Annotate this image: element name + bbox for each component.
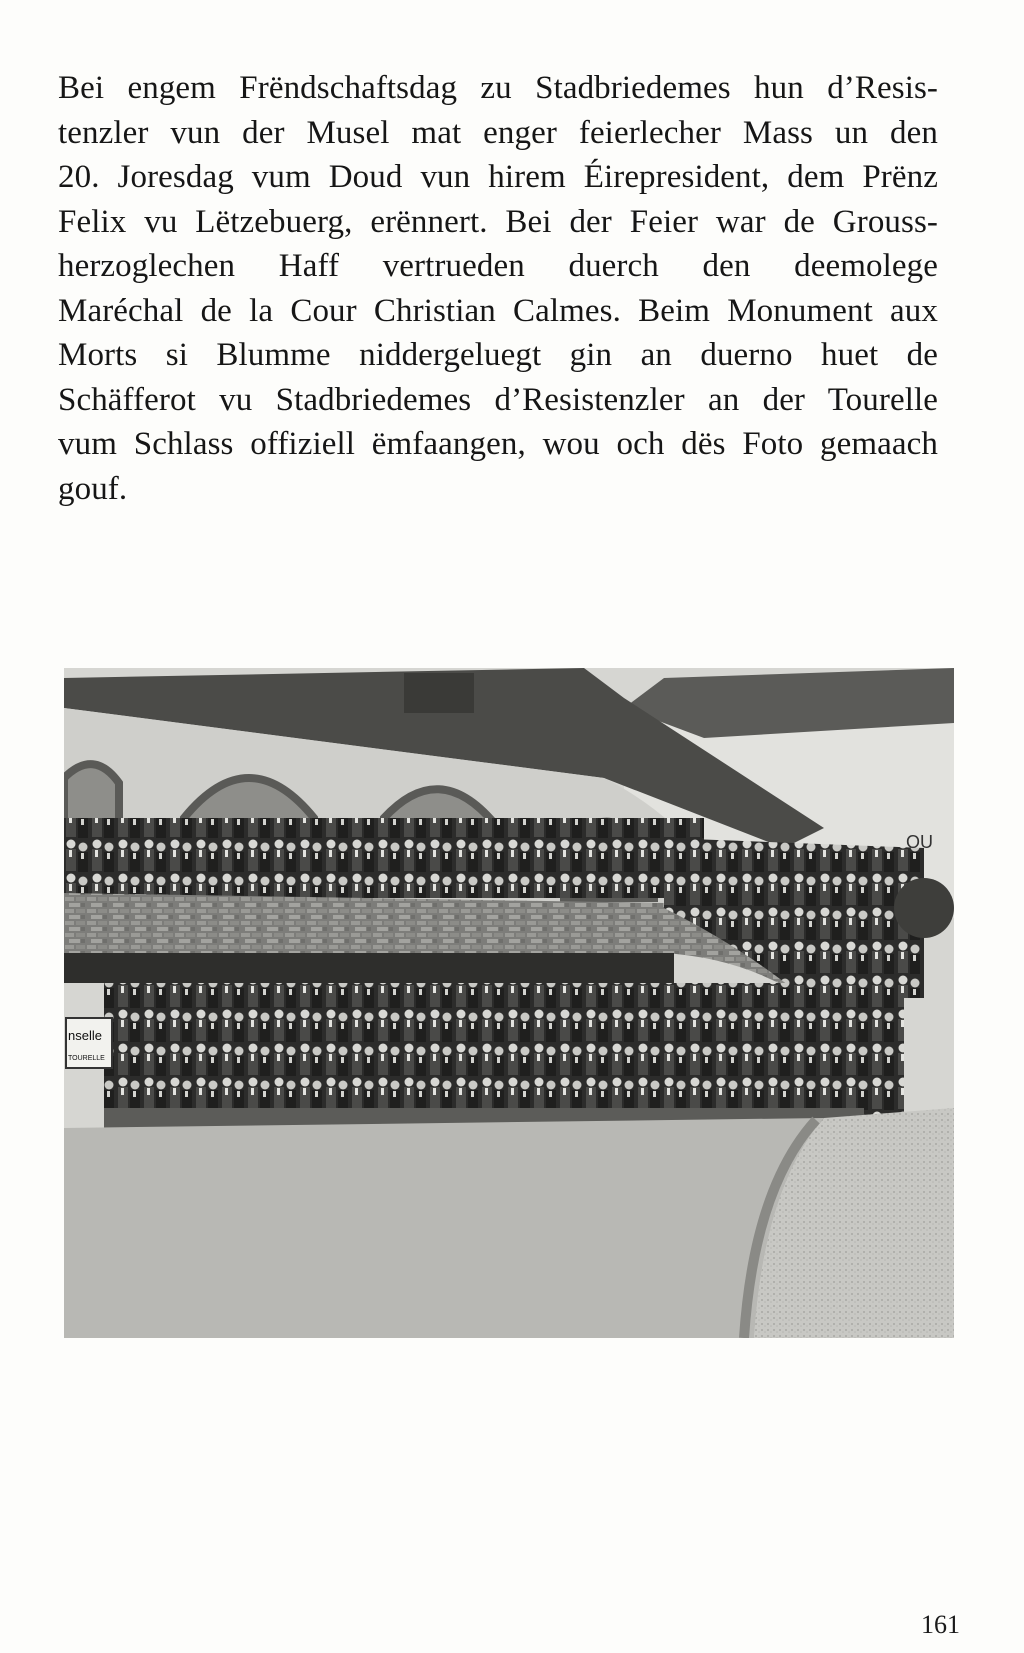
bush: [894, 878, 954, 938]
paragraph-line: gouf.: [58, 470, 128, 507]
paragraph-line: herzoglechen Haff vertrueden duerch den deemolege: [58, 248, 938, 284]
page-number: 161: [921, 1610, 960, 1639]
paragraph-line: Bei engem Frëndschaftsdag zu Stadbriedemes hun d’Resis-: [58, 70, 938, 106]
paragraph-line: Felix vu Lëtzebuerg, erënnert. Bei der Feier war de Grouss-: [58, 203, 938, 240]
paragraph-line: Morts si Blumme niddergeluegt gin an duerno huet de: [58, 337, 938, 373]
road: [64, 1118, 824, 1338]
road-sign: [66, 1018, 112, 1068]
svg-text:TOURELLE: TOURELLE: [68, 1055, 105, 1062]
paragraph-line: vum Schlass offiziell ëmfaangen, wou och dës Foto gemaach: [58, 426, 938, 462]
building-lettering: OU: [906, 832, 933, 852]
body-paragraph: [58, 66, 938, 511]
svg-text:nselle: nselle: [68, 1028, 102, 1043]
balcony-crowd: [64, 818, 704, 898]
paragraph-line: tenzler vun der Musel mat enger feierlecher Mass un den: [58, 114, 938, 151]
paragraph-line: Schäfferot vu Stadbriedemes d’Resistenzler an der Tourelle: [58, 381, 938, 418]
dormer: [404, 673, 474, 713]
front-crowd: [104, 983, 904, 1123]
paragraph-line: Maréchal de la Cour Christian Calmes. Beim Monument aux: [58, 292, 938, 329]
group-photo-illustration: [64, 668, 954, 1338]
wall-shadow: [64, 953, 674, 983]
group-photograph: [64, 668, 954, 1338]
paragraph-line: 20. Joresdag vum Doud vun hirem Éirepresident, dem Prënz: [58, 159, 938, 195]
